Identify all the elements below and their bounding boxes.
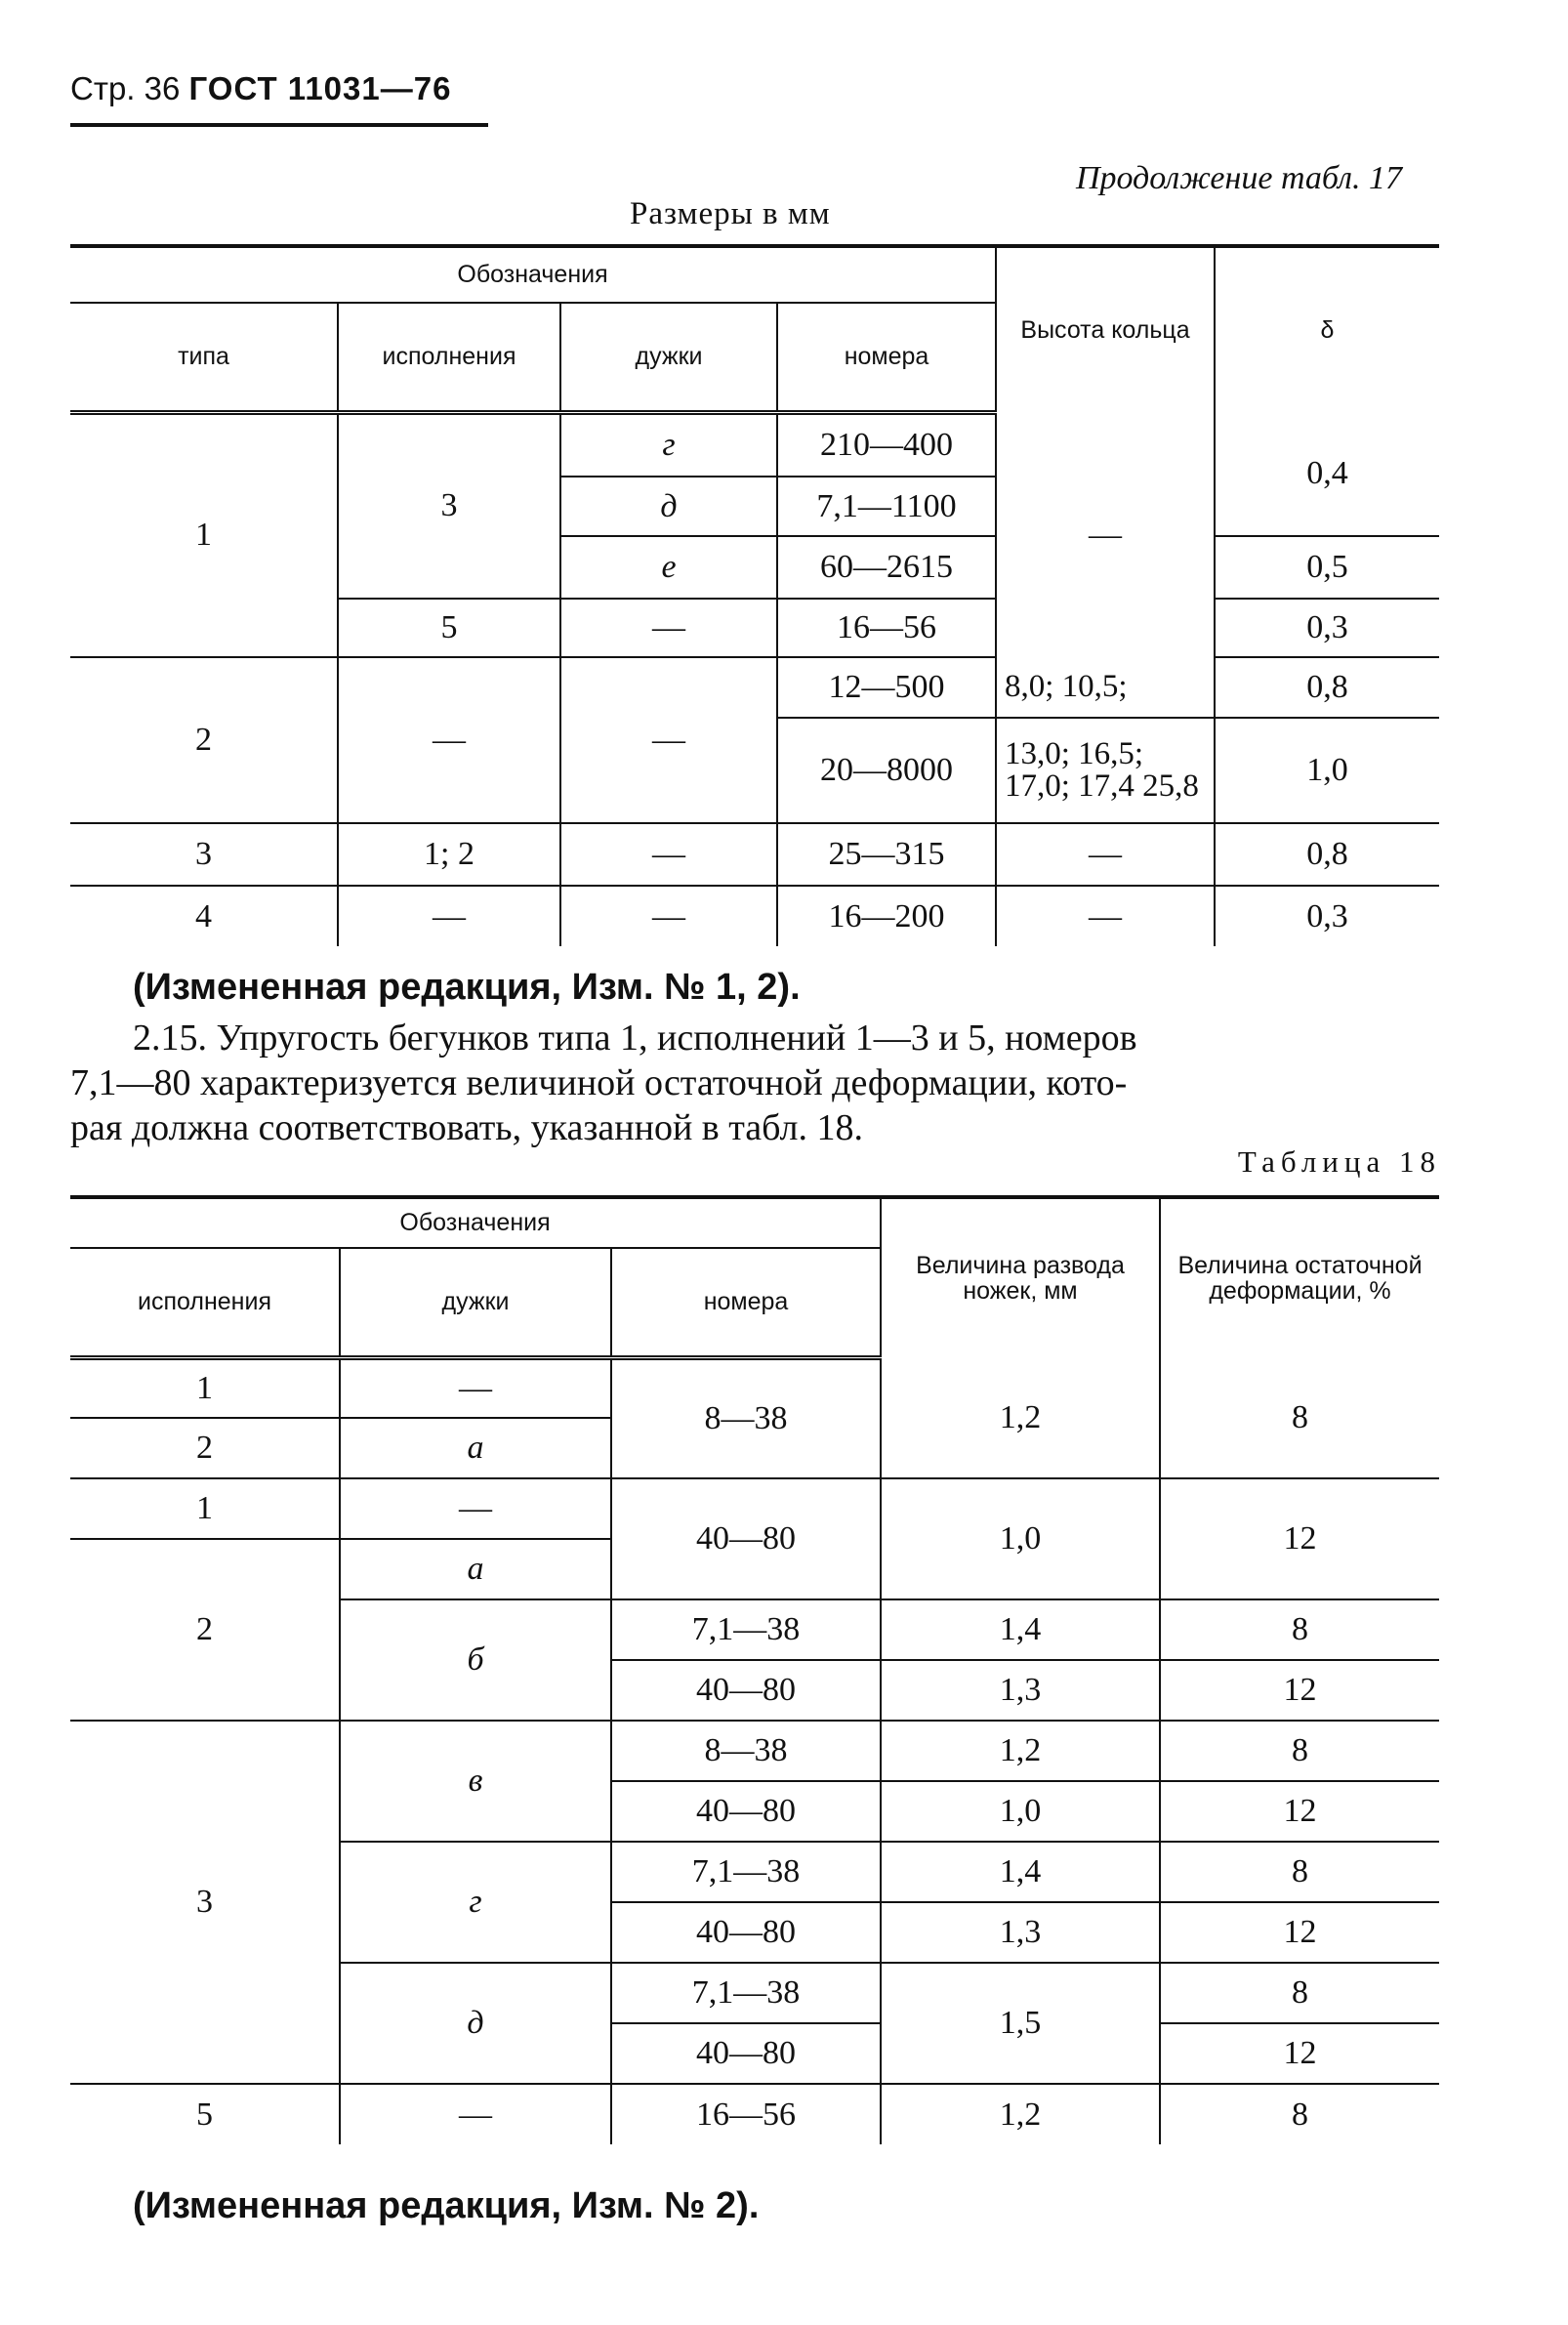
table-cell: 8: [1160, 1357, 1439, 1478]
table-cell: 13,0; 16,5; 17,0; 17,4 25,8: [996, 718, 1215, 823]
table17-continuation: Продолжение табл. 17: [1075, 160, 1402, 196]
table-cell: 1: [70, 412, 338, 657]
t17-header-arc: дужки: [560, 303, 777, 412]
table-cell: 1,0: [881, 1478, 1160, 1599]
table-cell: 12: [1160, 1660, 1439, 1721]
table-cell: 40—80: [611, 1660, 881, 1721]
table-cell: 1: [70, 1478, 340, 1539]
table-cell: —: [560, 599, 777, 657]
table-cell: 1,4: [881, 1599, 1160, 1660]
table-cell: 4: [195, 897, 212, 934]
table-cell: 1: [70, 1357, 340, 1418]
t17-header-numbers: номера: [777, 303, 996, 412]
table-cell: 16—56: [777, 599, 996, 657]
table-cell: 8: [1160, 1963, 1439, 2023]
table-cell: 0,3: [1215, 599, 1439, 657]
table17-note: (Измененная редакция, Изм. № 1, 2).: [133, 967, 801, 1008]
table-cell: —: [996, 886, 1215, 946]
table-cell: 7,1—1100: [777, 477, 996, 536]
table-cell: 2: [70, 1418, 340, 1478]
table-cell: —: [996, 412, 1215, 657]
table-17: [70, 244, 1439, 946]
table-cell: 1,0: [1215, 718, 1439, 823]
table-cell: 8: [1160, 1599, 1439, 1660]
table-cell: 0,3: [1215, 886, 1439, 946]
t18-header-execution: исполнения: [70, 1248, 340, 1357]
table17-units: Размеры в мм: [630, 196, 831, 231]
paragraph-line: рая должна соответствовать, указанной в табл. 18.: [70, 1107, 864, 1148]
table-cell: 1,0: [881, 1781, 1160, 1842]
table-cell: 8: [1160, 2084, 1439, 2144]
paragraph-line: 2.15. Упругость бегунков типа 1, исполнений 1—3 и 5, номеров: [133, 1017, 1137, 1059]
t17-header-ring-height: Высота кольца: [996, 246, 1215, 412]
table-cell: 2: [70, 1539, 340, 1721]
paragraph-line: 7,1—80 характеризуется величиной остаточной деформации, кото-: [70, 1062, 1128, 1103]
table-cell: 5: [196, 2096, 213, 2133]
t17-header-type: типа: [70, 303, 338, 412]
table-cell: г: [340, 1842, 611, 1963]
table-cell: б: [340, 1599, 611, 1721]
t18-header-spread: Величина развода ножек, мм: [881, 1197, 1160, 1357]
table-cell: 12: [1160, 1902, 1439, 1963]
page-header: [70, 70, 451, 107]
table-cell: д: [560, 477, 777, 536]
table-cell: 7,1—38: [611, 1599, 881, 1660]
standard-code: ГОСТ 11031—76: [188, 70, 452, 106]
table-cell: 12: [1160, 2023, 1439, 2084]
table-cell: —: [340, 2084, 611, 2144]
table-cell: —: [340, 1357, 611, 1418]
page-number: Стр. 36: [70, 70, 181, 106]
table-cell: —: [338, 657, 560, 823]
table-cell: 40—80: [611, 2023, 881, 2084]
table-18: [70, 1195, 1439, 2144]
table-cell: 0,8: [1215, 657, 1439, 718]
header-rule: [70, 123, 488, 127]
table-cell: д: [340, 1963, 611, 2084]
table-cell: 1,2: [881, 1721, 1160, 1781]
table-cell: 8: [1160, 1842, 1439, 1902]
table-cell: 1; 2: [338, 823, 560, 886]
table18-note: (Измененная редакция, Изм. № 2).: [133, 2185, 760, 2226]
table-cell: 2: [70, 657, 338, 823]
table-cell: —: [560, 886, 777, 946]
table-cell: 12: [1160, 1478, 1439, 1599]
table-cell: 16—200: [777, 886, 996, 946]
table-cell: —: [996, 823, 1215, 886]
table-cell: 7,1—38: [611, 1963, 881, 2023]
table-cell: 12: [1160, 1781, 1439, 1842]
table-cell: 60—2615: [777, 536, 996, 599]
table-cell: а: [340, 1539, 611, 1599]
table-cell: 1,4: [881, 1842, 1160, 1902]
table-cell: —: [560, 657, 777, 823]
table-cell: —: [340, 1478, 611, 1539]
table-cell: 12—500: [777, 657, 996, 718]
table-cell: 0,4: [1215, 412, 1439, 536]
table-cell: 8—38: [611, 1721, 881, 1781]
table-cell: 7,1—38: [611, 1842, 881, 1902]
table-cell: г: [560, 412, 777, 477]
table-cell: 25—315: [777, 823, 996, 886]
t18-header-numbers: номера: [611, 1248, 881, 1357]
t17-header-delta: δ: [1215, 246, 1439, 412]
table18-title: Таблица 18: [1237, 1144, 1441, 1179]
table-cell: 1,2: [881, 1357, 1160, 1478]
clause-2-15: [70, 1016, 1439, 1150]
table-cell: —: [338, 886, 560, 946]
t18-header-arc: дужки: [340, 1248, 611, 1357]
table-cell: 0,8: [1215, 823, 1439, 886]
table-cell: —: [560, 823, 777, 886]
table-cell: 1,2: [881, 2084, 1160, 2144]
t18-header-deformation: Величина остаточной деформации, %: [1160, 1197, 1439, 1357]
table-cell: 3: [70, 823, 338, 886]
table-cell: 1,3: [881, 1660, 1160, 1721]
table-cell: 3: [338, 412, 560, 599]
table-cell: 8,0; 10,5;: [996, 657, 1215, 718]
table-cell: 20—8000: [777, 718, 996, 823]
table-cell: 40—80: [611, 1478, 881, 1599]
t18-header-designations: Обозначения: [70, 1197, 881, 1248]
table-cell: 1,3: [881, 1902, 1160, 1963]
table-cell: в: [340, 1721, 611, 1842]
t17-header-designations: Обозначения: [70, 246, 996, 303]
table-cell: е: [560, 536, 777, 599]
table-cell: 5: [338, 599, 560, 657]
table-cell: 8: [1160, 1721, 1439, 1781]
table-cell: 16—56: [611, 2084, 881, 2144]
table-cell: 40—80: [611, 1902, 881, 1963]
table-cell: 3: [70, 1721, 340, 2084]
table-cell: 210—400: [777, 412, 996, 477]
table-cell: 40—80: [611, 1781, 881, 1842]
table-cell: 8—38: [611, 1357, 881, 1478]
table-cell: 0,5: [1215, 536, 1439, 599]
t17-header-execution: исполнения: [338, 303, 560, 412]
table-cell: а: [340, 1418, 611, 1478]
table-cell: 1,5: [881, 1963, 1160, 2084]
